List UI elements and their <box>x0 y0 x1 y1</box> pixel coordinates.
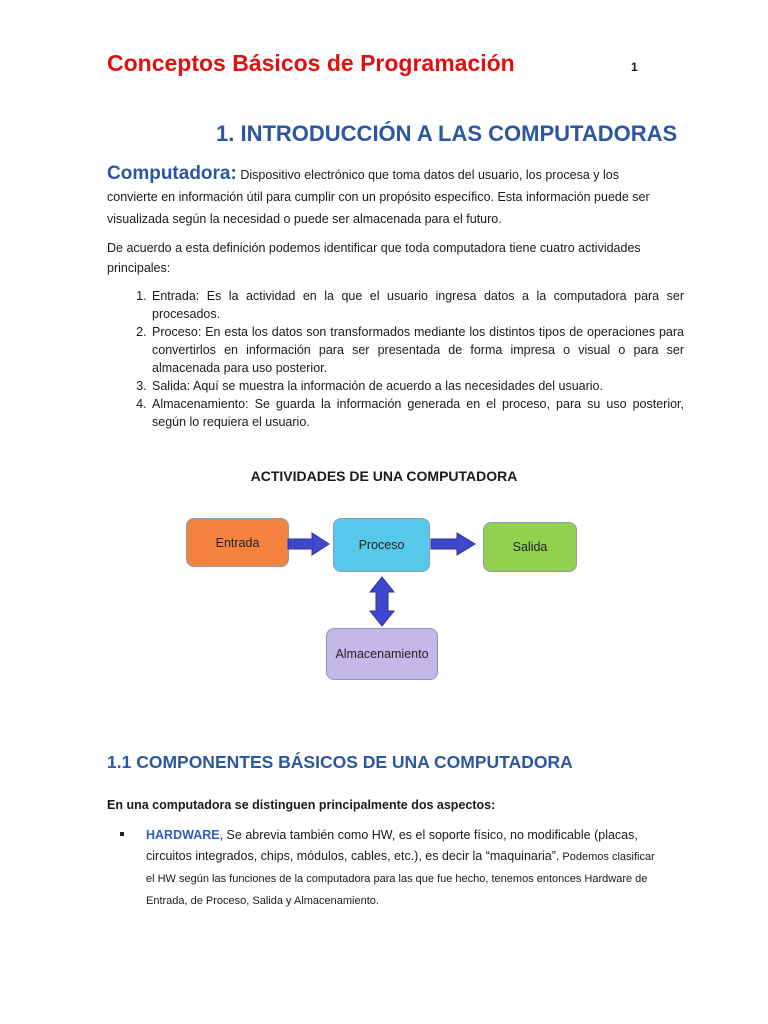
salida-label: Salida <box>512 540 548 554</box>
definition-term: Computadora: <box>107 163 237 184</box>
aspects-intro: En una computadora se distinguen principalmente dos aspectos: <box>107 798 496 812</box>
section-title: 1. INTRODUCCIÓN A LAS COMPUTADORAS <box>216 121 678 146</box>
subsection-title: 1.1 COMPONENTES BÁSICOS DE UNA COMPUTADORA <box>107 752 573 772</box>
arrow-entrada-to-proceso <box>288 533 329 555</box>
list-item-proceso: 2. Proceso: En esta los datos son transformados mediante los distintos tipos de operaciones para convertirlos en información para ser presentada de forma impresa o visual o para ser almacenada para uso posterior. <box>150 323 684 377</box>
entrada-label: Entrada <box>215 535 260 550</box>
list-item-almacenamiento: 4. Almacenamiento: Se guarda la información generada en el proceso, para su uso posterior, según lo requiera el usuario. <box>150 395 684 431</box>
arrow-proceso-almacenamiento-bidirectional <box>370 577 394 626</box>
document-title: Conceptos Básicos de Programación <box>107 50 515 76</box>
hardware-bullet <box>146 825 662 912</box>
definition-text: Dispositivo electrónico que toma datos del usuario, los procesa y los convierte en información útil para cumplir con un propósito específico. Esta información puede ser visualizada según la necesidad o puede ser almacenada para el futuro. <box>107 168 650 226</box>
arrow-proceso-to-salida <box>431 533 475 555</box>
proceso-label: Proceso <box>358 538 405 552</box>
list-item-entrada: 1. Entrada: Es la actividad en la que el usuario ingresa datos a la computadora para ser procesados. <box>150 287 684 323</box>
diagram-title: ACTIVIDADES DE UNA COMPUTADORA <box>250 468 518 484</box>
hardware-term: HARDWARE <box>146 828 220 842</box>
intro-paragraph: De acuerdo a esta definición podemos identificar que toda computadora tiene cuatro actividades principales: <box>107 241 641 275</box>
list-item-salida: 3. Salida: Aquí se muestra la información de acuerdo a las necesidades del usuario. <box>150 377 684 395</box>
hardware-detail: Podemos clasificar el HW según las funciones de la computadora para las que fue hecho, tenemos entonces Hardware de Entrada, de Proceso, Salida y Almacenamiento. <box>146 851 655 907</box>
hardware-text: , Se abrevia también como HW, es el soporte físico, no modificable (placas, circuitos integrados, chips, módulos, cables, etc.), es decir la “maquinaria”. <box>146 828 638 863</box>
page-number: 1 <box>631 60 638 74</box>
bullet-icon <box>120 832 124 836</box>
almacenamiento-label: Almacenamiento <box>335 647 429 661</box>
